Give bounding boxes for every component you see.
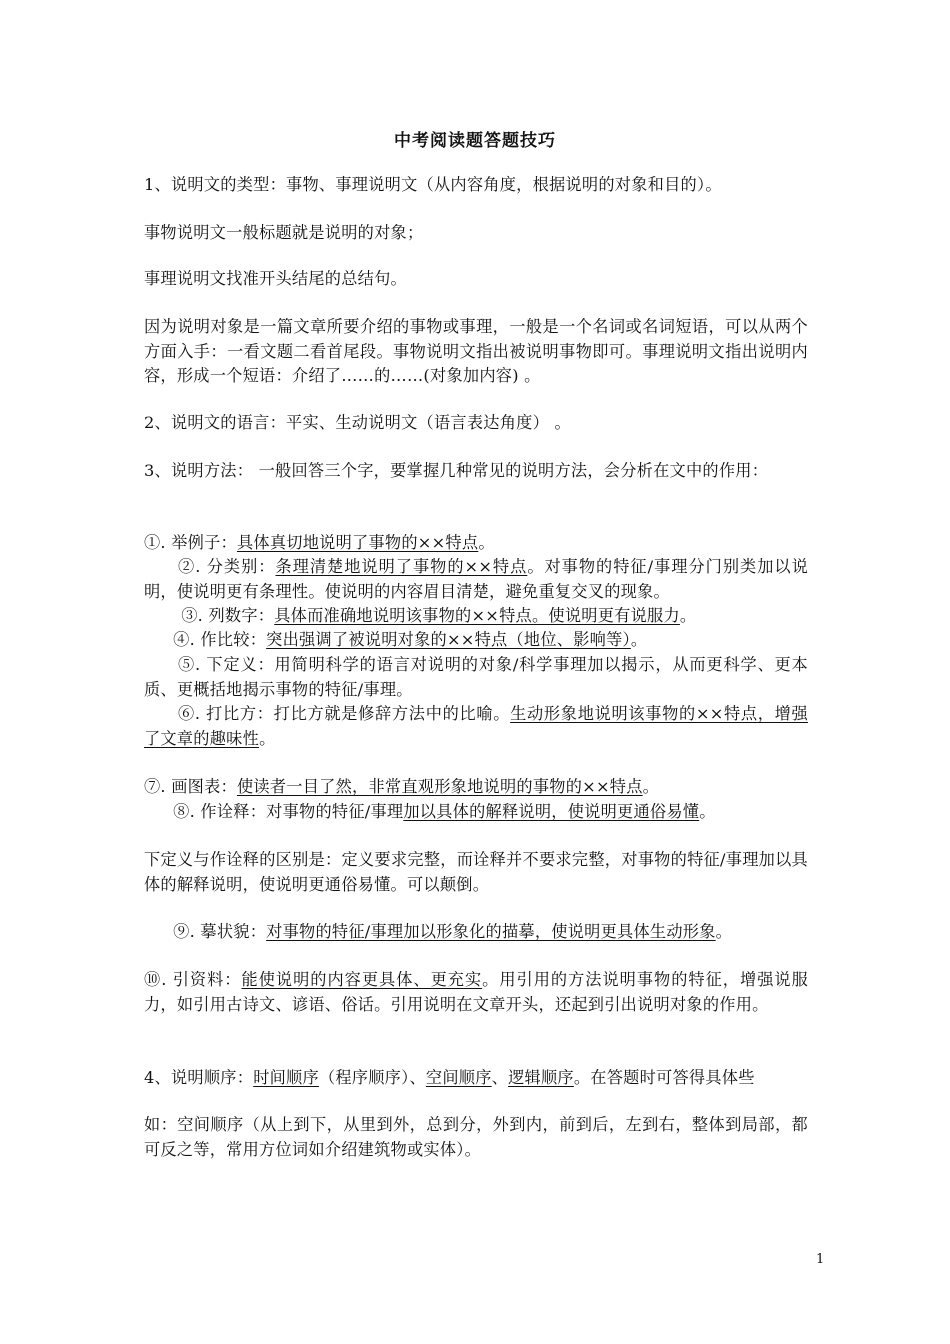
method-example: ①. 举例子：具体真切地说明了事物的××特点。 bbox=[144, 533, 495, 552]
paragraph-order: 4、说明顺序：时间顺序（程序顺序）、空间顺序、逻辑顺序。在答题时可答得具体些 bbox=[144, 1068, 755, 1087]
paragraph-object-text: 事物说明文一般标题就是说明的对象； bbox=[144, 223, 424, 242]
method-citation: ⑩. 引资料：能使说明的内容更具体、更充实。用引用的方法说明事物的特征，增强说服力，如引用古诗文、谚语、俗话。引用说明在文章开头，还起到引出说明对象的作用。 bbox=[144, 970, 809, 1014]
paragraph-definition-vs-interpretation: 下定义与作诠释的区别是：定义要求完整，而诠释并不要求完整，对事物的特征/事理加以具体的解释说明，使说明更通俗易懂。可以颠倒。 bbox=[144, 850, 808, 894]
paragraph-text-types: 1、说明文的类型：事物、事理说明文（从内容角度，根据说明的对象和目的）。 bbox=[144, 175, 722, 194]
paragraph-object-explanation: 因为说明对象是一篇文章所要介绍的事物或事理，一般是一个名词或名词短语，可以从两个方面入手：一看文题二看首尾段。事物说明文指出被说明事物即可。事理说明文指出说明内容，形成一个短语：介绍了……的……(对象加内容) 。 bbox=[144, 317, 808, 385]
paragraph-language: 2、说明文的语言：平实、生动说明文（语言表达角度） 。 bbox=[144, 413, 571, 432]
page-title: 中考阅读题答题技巧 bbox=[394, 131, 556, 151]
method-comparison: ④. 作比较：突出强调了被说明对象的××特点（地位、影响等）。 bbox=[173, 630, 648, 649]
method-description: ⑨. 摹状貌：对事物的特征/事理加以形象化的描摹，使说明更具体生动形象。 bbox=[173, 922, 733, 941]
method-numbers: ③. 列数字：具体而准确地说明该事物的××特点。使说明更有说服力。 bbox=[181, 606, 697, 625]
page-number: 1 bbox=[816, 1252, 825, 1267]
method-definition: ⑤. 下定义：用简明科学的语言对说明的对象/科学事理加以揭示，从而更科学、更本质、更概括地揭示事物的特征/事理。 bbox=[144, 655, 808, 699]
paragraph-methods-intro: 3、说明方法： 一般回答三个字，要掌握几种常见的说明方法，会分析在文中的作用： bbox=[144, 461, 769, 480]
method-classification: ②. 分类别：条理清楚地说明了事物的××特点。对事物的特征/事理分门别类加以说明，使说明更有条理性。使说明的内容眉目清楚，避免重复交叉的现象。 bbox=[144, 557, 809, 601]
paragraph-spatial-order: 如：空间顺序（从上到下，从里到外，总到分，外到内，前到后，左到右，整体到局部，都可反之等，常用方位词如介绍建筑物或实体）。 bbox=[144, 1115, 808, 1159]
method-interpretation: ⑧. 作诠释：对事物的特征/事理加以具体的解释说明，使说明更通俗易懂。 bbox=[173, 802, 716, 821]
method-charts: ⑦. 画图表：使读者一目了然，非常直观形象地说明的事物的××特点。 bbox=[144, 777, 660, 796]
paragraph-reason-text: 事理说明文找准开头结尾的总结句。 bbox=[144, 269, 407, 288]
method-analogy: ⑥. 打比方：打比方就是修辞方法中的比喻。生动形象地说明该事物的××特点，增强了文章的趣味性。 bbox=[144, 704, 808, 748]
